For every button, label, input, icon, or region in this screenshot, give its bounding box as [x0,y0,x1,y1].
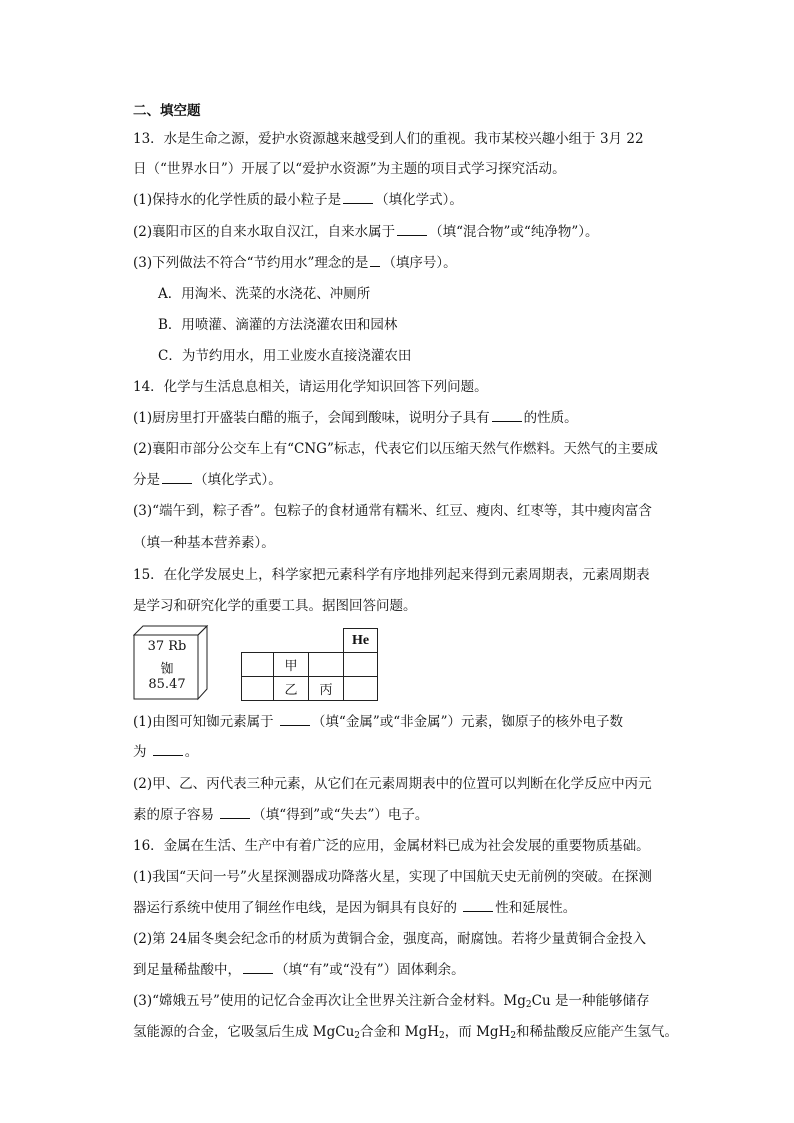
answer-blank[interactable] [243,961,273,974]
q13-part2-text: (2)襄阳市区的自来水取自汉江，自来水属于 [133,224,396,240]
q16-part3-text-d: 合金和 MgH [360,1024,440,1040]
subscript: 2 [354,1031,361,1041]
q16-part3-line1 [133,991,649,1011]
answer-blank[interactable] [492,409,522,422]
q13-option-b[interactable]: B．用喷灌、滴灌的方法浇灌农田和园林 [158,317,398,333]
q14-part2-hint: （填化学式）。 [194,472,282,488]
q16-part1-hint: 性和延展性。 [495,900,577,916]
q16-part1-line2 [133,898,576,918]
cell-empty [308,652,344,677]
q16-part2-line1: (2)第 24届冬奥会纪念币的材质为黄铜合金，强度高，耐腐蚀。若将少量黄铜合金投入 [133,931,647,947]
element-number-symbol: 37 Rb [147,639,187,654]
answer-blank[interactable] [153,743,183,756]
q13-part3 [133,253,457,273]
q13-part2 [133,222,598,242]
element-mass: 85.47 [148,677,186,692]
q16-part3-line2 [133,1022,678,1042]
q16-part3-text-a: (3)“嫦娥五号”使用的记忆合金再次让全世界关注新合金材料。Mg [133,993,526,1009]
q15-stem-line2: 是学习和研究化学的重要工具。据图回答问题。 [133,598,417,614]
element-name: 铷 [160,662,174,677]
q13-part1 [133,190,463,210]
cell-bing: 丙 [308,676,344,701]
cell-jia: 甲 [273,652,309,677]
section-title: 二、填空题 [133,103,201,119]
cell-empty [343,676,378,701]
q14-part1-text: (1)厨房里打开盛装白醋的瓶子，会闻到酸味，说明分子具有 [133,410,490,426]
q13-option-c[interactable]: C．为节约用水，用工业废水直接浇灌农田 [158,348,412,364]
q14-part2-line2 [133,470,282,490]
q16-part1-text: 器运行系统中使用了铜丝作电线，是因为铜具有良好的 [133,900,462,916]
cell-he: He [343,628,378,653]
q13-option-a[interactable]: A．用淘米、洗菜的水浇花、冲厕所 [158,286,371,302]
q15-part1-line2-end: 。 [184,744,199,760]
periodic-table-fragment [241,628,378,701]
q14-part2-line1: (2)襄阳市部分公交车上有“CNG”标志，代表它们以压缩天然气作燃料。天然气的主要成 [133,441,658,457]
q13-stem-line1: 13．水是生命之源，爱护水资源越来越受到人们的重视。我市某校兴趣小组于 3月 22 [133,131,644,147]
q16-part2-line2 [133,960,465,980]
q13-part3-hint: （填序号）。 [382,255,457,271]
q15-part2-hint: （填“得到”或“失去”）电子。 [252,807,429,823]
q16-stem: 16．金属在生活、生产中有着广泛的应用，金属材料已成为社会发展的重要物质基础。 [133,838,650,854]
q15-part2-line2 [133,805,428,825]
q16-part3-text-f: 和稀盐酸反应能产生氢气。 [516,1024,679,1040]
q13-part1-hint: （填化学式）。 [375,192,463,208]
answer-blank[interactable] [463,899,493,912]
q13-part2-hint: （填“混合物”或“纯净物”）。 [429,224,599,240]
cell-empty [241,652,274,677]
q15-part2-line1: (2)甲、乙、丙代表三种元素，从它们在元素周期表中的位置可以判断在化学反应中丙元 [133,776,652,792]
cell-empty [343,652,378,677]
q13-part3-text: (3)下列做法不符合“节约用水”理念的是 [133,255,369,271]
cell-yi: 乙 [273,676,309,701]
q13-stem-line2: 日（“世界水日”）开展了以“爱护水资源”为主题的项目式学习探究活动。 [133,161,566,177]
answer-blank[interactable] [280,713,310,726]
cell-empty [241,676,274,701]
q15-part2-text: 素的原子容易 [133,807,219,823]
answer-blank[interactable] [220,806,250,819]
subscript: 2 [510,1031,517,1041]
q16-part2-text: 到足量稀盐酸中， [133,962,241,978]
q16-part3-text-b: Cu 是一种能够储存 [531,993,650,1009]
subscript: 2 [525,1000,532,1010]
q16-part3-text-c: 氢能源的合金，它吸氢后生成 MgCu [133,1024,355,1040]
q15-part1-hint: （填“金属”或“非金属”）元素，铷原子的核外电子数 [311,714,624,730]
q13-part1-text: (1)保持水的化学性质的最小粒子是 [133,192,342,208]
q15-stem-line1: 15．在化学发展史上，科学家把元素科学有序地排列起来得到元素周期表，元素周期表 [133,567,650,583]
q14-part1-hint: 的性质。 [523,410,578,426]
q15-part1-line2-text: 为 [133,744,151,760]
q14-part2-text: 分是 [133,472,160,488]
q14-stem: 14．化学与生活息息相关，请运用化学知识回答下列问题。 [133,379,488,395]
q15-part1-line1 [133,712,623,732]
q16-part3-text-e: ，而 MgH [444,1024,511,1040]
q14-part1 [133,408,578,428]
answer-blank[interactable] [162,471,192,484]
q14-part3-line1: (3)“端午到，粽子香”。包粽子的食材通常有糯米、红豆、瘦肉、红枣等，其中瘦肉富含 [133,503,652,519]
subscript: 2 [439,1031,445,1041]
q14-part3-line2: （填一种基本营养素）。 [133,535,275,551]
q16-part2-hint: （填“有”或“没有”）固体剩余。 [275,962,465,978]
answer-blank[interactable] [370,254,380,267]
element-cube-rubidium [133,625,208,700]
q15-part1-text: (1)由图可知铷元素属于 [133,714,278,730]
answer-blank[interactable] [397,223,427,236]
q15-part1-line2 [133,742,198,762]
answer-blank[interactable] [343,191,373,204]
q16-part1-line1: (1)我国“天问一号”火星探测器成功降落火星，实现了中国航天史无前例的突破。在探测 [133,869,652,885]
